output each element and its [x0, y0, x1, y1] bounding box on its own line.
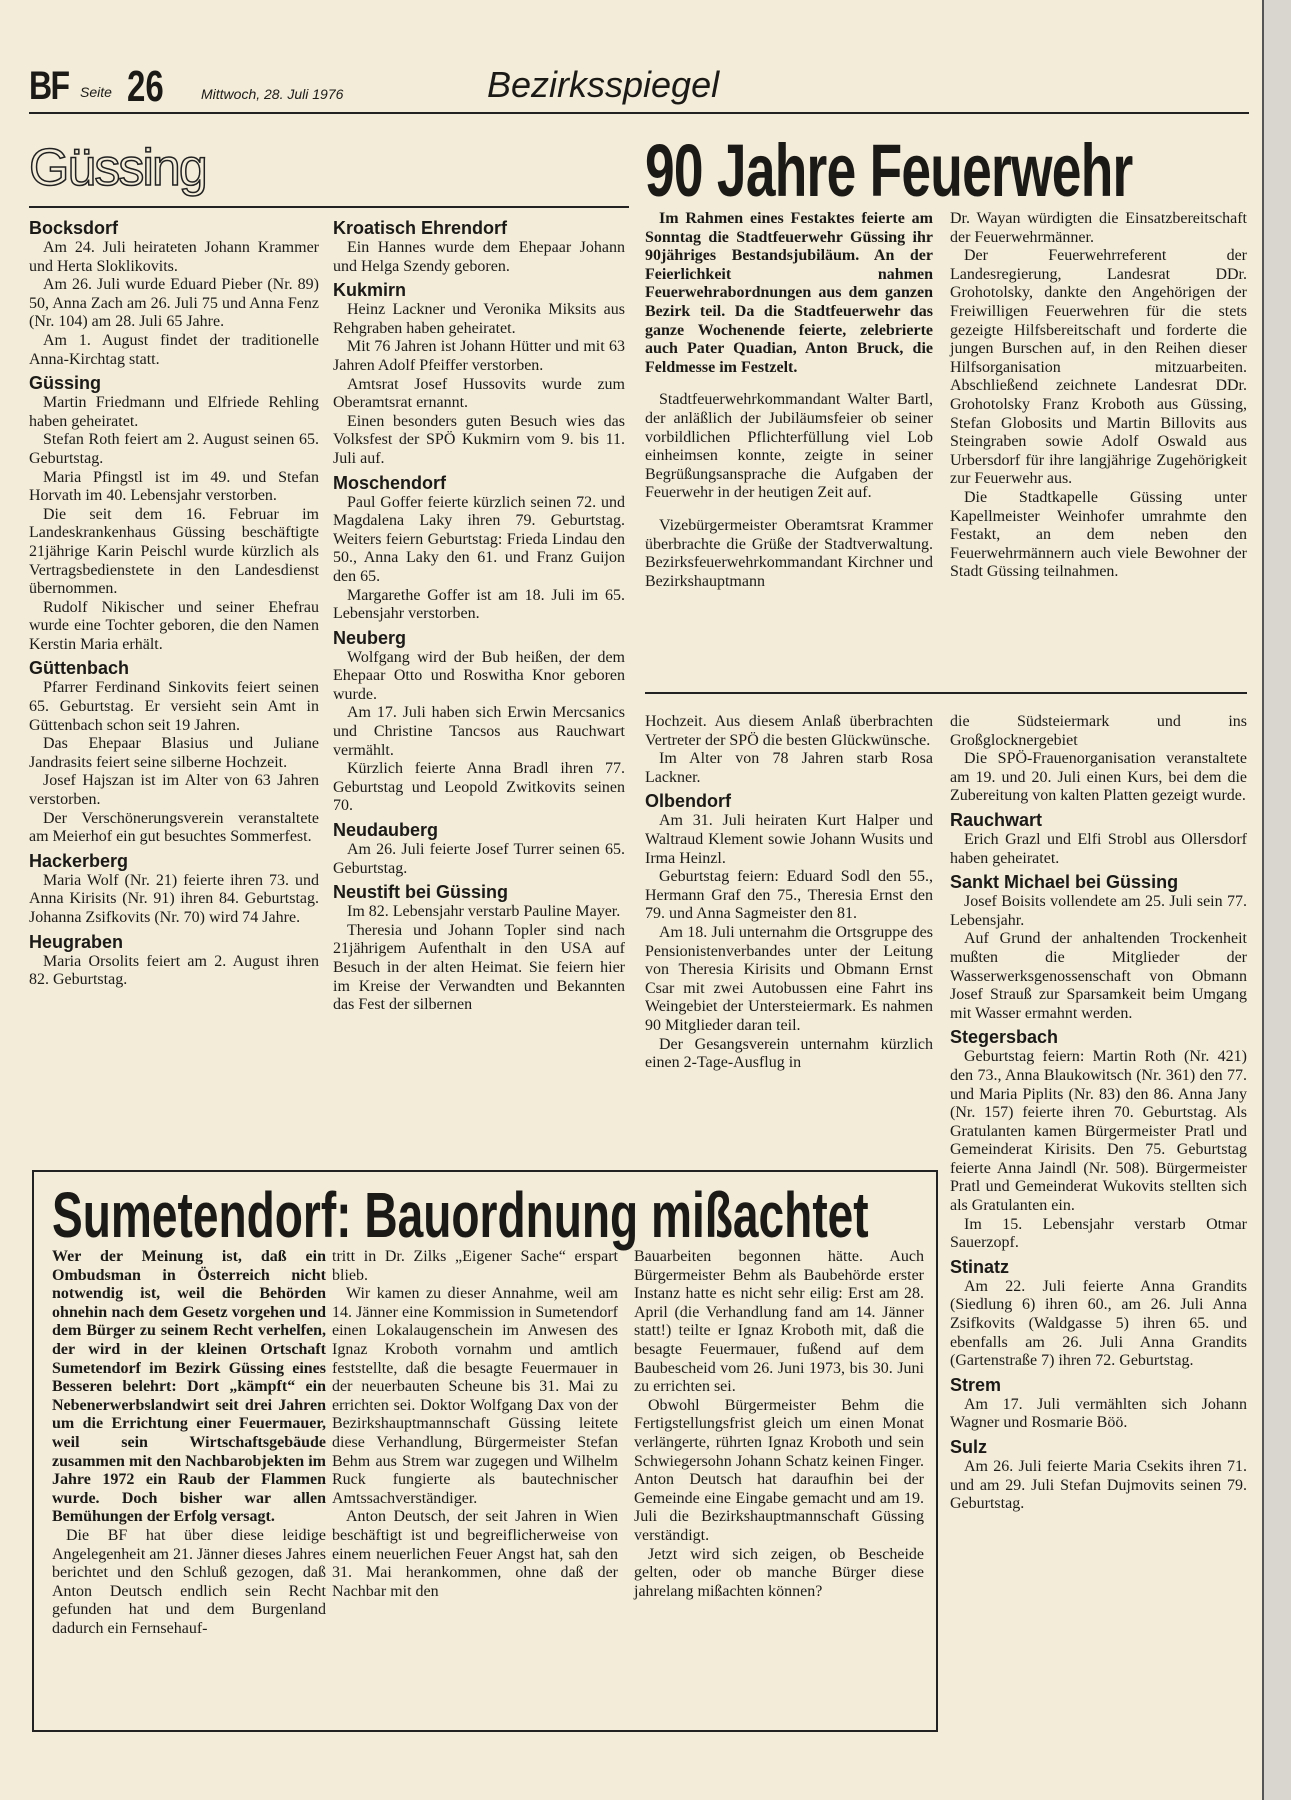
news-paragraph: Josef Hajszan ist im Alter von 63 Jahren verstorben.: [29, 772, 319, 809]
page-label: Seite: [80, 84, 112, 100]
news-paragraph: Maria Wolf (Nr. 21) feierte ihren 73. und Anna Kirisits (Nr. 91) ihren 84. Geburtstag. Johanna Zsifkovits (Nr. 70) wird 74 Jahre.: [29, 871, 319, 926]
section-title: Bezirksspiegel: [487, 64, 720, 105]
article-paragraph: Jetzt wird sich zeigen, ob Bescheide gelten, oder ob manche Bürger diese jahrelang mißachten können?: [634, 1545, 924, 1600]
news-paragraph: Die SPÖ-Frauenorganisation veranstaltete am 19. und 20. Juli einen Kurs, bei dem die Zubereitung von kalten Platten gezeigt wurde.: [950, 750, 1247, 805]
news-paragraph: Die seit dem 16. Februar im Landeskrankenhaus Güssing beschäftigte 21jährige Karin Peischl wurde kürzlich als Vertragsbedienstete in den Landesdienst übernommen.: [29, 505, 319, 598]
article-paragraph: Die BF hat über diese leidige Angelegenheit am 21. Jänner dieses Jahres berichtet und den Schluß gezogen, daß Anton Deutsch endlich sein Recht gefunden hat und dem Burgenland dadurch ein Fernsehauf-: [52, 1526, 326, 1637]
news-paragraph: Im Alter von 78 Jahren starb Rosa Lackner.: [645, 750, 933, 786]
news-paragraph: Der Gesangsverein unternahm kürzlich einen 2-Tage-Ausflug in: [645, 1035, 933, 1072]
news-paragraph: Maria Orsolits feiert am 2. August ihren 82. Geburtstag.: [29, 952, 319, 989]
article-paragraph: tritt in Dr. Zilks „Eigener Sache“ erspart blieb.: [332, 1248, 618, 1284]
news-paragraph: Der Verschönerungsverein veranstaltete am Meierhof ein gut besuchtes Sommerfest.: [29, 809, 319, 846]
news-paragraph: Heinz Lackner und Veronika Miksits aus Rehgraben haben geheiratet.: [333, 301, 625, 337]
village-heading: Hackerberg: [29, 850, 129, 871]
village-heading: Kroatisch Ehrendorf: [333, 218, 508, 238]
news-paragraph: Auf Grund der anhaltenden Trockenheit mußten die Mitglieder der Wasserwerksgenossenschaft von Obmann Josef Strauß zur Sparsamkeit beim Umgang mit Wasser ermahnt werden.: [950, 930, 1247, 1022]
village-heading: Güttenbach: [29, 658, 130, 679]
column-3-lower: [645, 713, 933, 1073]
article-paragraph: Stadtfeuerwehrkommandant Walter Bartl, der anläßlich der Jubiläumsfeier ob seiner vorbildlichen Pflichterfüllung viel Lob einheimsen konnte, zeigte in seiner Begrüßungsansprache die Aufgaben der Feuerwehr in der heutigen Zeit auf.: [645, 391, 933, 502]
news-paragraph: Am 22. Juli feierte Anna Grandits (Siedlung 6) ihren 60., am 26. Juli Anna Zsifkovits (Waldgasse 5) ihren 65. und ebenfalls am 26. Juli Anna Grandits (Gartenstraße 7) ihren 72. Geburtstag.: [950, 1277, 1247, 1370]
news-paragraph: Am 17. Juli vermählten sich Johann Wagner und Rosmarie Böö.: [950, 1395, 1247, 1432]
news-paragraph: Am 26. Juli wurde Eduard Pieber (Nr. 89) 50, Anna Zach am 26. Juli 75 und Anna Fenz (Nr. 104) am 28. Juli 65 Jahre.: [29, 276, 319, 331]
news-paragraph: Theresia und Johann Topler sind nach 21jährigem Aufenthalt in den USA auf Besuch in der alten Heimat. Sie feiern hier im Kreise der Verwandten und Bekannten das Fest der silbernen: [333, 921, 625, 1014]
village-heading: Stinatz: [950, 1256, 1010, 1277]
news-paragraph: Ein Hannes wurde dem Ehepaar Johann und Helga Szendy geboren.: [333, 239, 625, 275]
divider: [29, 206, 629, 208]
article-paragraph: Wir kamen zu dieser Annahme, weil am 14. Jänner eine Kommission in Sumetendorf einen Lokalaugenschein im Anwesen des Ignaz Kroboth vornahm und amtlich feststellte, daß die besagte Feuermauer in der neuerbauten Scheune bis 31. Mai zu errichten sei. Doktor Wolfgang Dax von der Bezirkshauptmannschaft Güssing leitete diese Verhandlung, Bürgermeister Stefan Behm aus Strem war zugegen und Wilhelm Ruck fungierte als bautechnischer Amtssachverständiger.: [332, 1285, 618, 1507]
paper-logo: BF: [29, 64, 69, 108]
village-heading: Sankt Michael bei Güssing: [950, 872, 1179, 893]
news-paragraph: Hochzeit. Aus diesem Anlaß überbrachten Vertreter der SPÖ die besten Glückwünsche.: [645, 713, 933, 749]
village-heading: Olbendorf: [645, 791, 731, 812]
article-paragraph: Vizebürgermeister Oberamtsrat Krammer überbrachte die Grüße der Stadtverwaltung. Bezirksfeuerwehrkommandant Kirchner und Bezirkshauptmann: [645, 516, 933, 590]
page-number: 26: [127, 62, 164, 111]
news-paragraph: Das Ehepaar Blasius und Juliane Jandrasits feiert seine silberne Hochzeit.: [29, 735, 319, 771]
column-4-lower: [950, 713, 1247, 1514]
news-paragraph: Am 1. August findet der traditionelle Anna-Kirchtag statt.: [29, 331, 319, 368]
village-heading: Strem: [950, 1374, 1002, 1395]
box-column-1: [52, 1248, 326, 1638]
article-paragraph: Obwohl Bürgermeister Behm die Fertigstellungsfrist gleich um einen Monat verlängerte, rührten Ignaz Kroboth und sein Schwiegersohn Johann Schatz keinen Finger. Anton Deutsch hat daraufhin bei der Gemeinde eine Eingabe gemacht und am 19. Juli die Bezirkshauptmannschaft Güssing verständigt.: [634, 1396, 924, 1544]
news-paragraph: Margarethe Goffer ist am 18. Juli im 65. Lebensjahr verstorben.: [333, 586, 625, 623]
news-paragraph: Am 26. Juli feierte Maria Csekits ihren 71. und am 29. Juli Stefan Dujmovits seinen 79. Geburtstag.: [950, 1458, 1247, 1513]
box-column-3: [634, 1248, 924, 1601]
news-paragraph: Kürzlich feierte Anna Bradl ihren 77. Geburtstag und Leopold Zwitkovits seinen 70.: [333, 760, 625, 815]
village-heading: Heugraben: [29, 931, 124, 952]
village-heading: Moschendorf: [333, 472, 447, 493]
news-paragraph: Am 31. Juli heiraten Kurt Halper und Waltraud Klement sowie Johann Wusits und Irma Heinzl.: [645, 812, 933, 867]
page-header: [29, 64, 1249, 114]
village-heading: Rauchwart: [950, 809, 1043, 830]
article-paragraph: Dr. Wayan würdigten die Einsatzbereitschaft der Feuerwehrmänner.: [950, 210, 1247, 246]
village-heading: Neuberg: [333, 627, 407, 648]
news-paragraph: Am 24. Juli heirateten Johann Krammer und Herta Sloklikovits.: [29, 239, 319, 275]
news-paragraph: Geburtstag feiern: Martin Roth (Nr. 421) den 73., Anna Blaukowitsch (Nr. 361) den 77. und Maria Piplits (Nr. 83) den 86. Anna Jany (Nr. 157) feierte ihren 70. Geburtstag. Als Gratulanten kamen Bürgermeister Pratl und Gemeinderat Kirisits. Den 75. Geburtstag feierte Anna Jaindl (Nr. 508). Bürgermeister Pratl und Gemeinderat Wukovits stellten sich als Gratulanten ein.: [950, 1048, 1247, 1215]
article-paragraph: Wer der Meinung ist, daß ein Ombudsman in Österreich nicht notwendig ist, weil die Behörden ohnehin nach dem Gesetz vorgehen und dem Bürger zu seinem Recht verhelfen, der wird in der kleinen Ortschaft Sumetendorf im Bezirk Güssing eines Besseren belehrt: Dort „kämpft“ ein Nebenerwerbslandwirt seit drei Jahren um die Errichtung einer Feuermauer, weil sein Wirtschaftsgebäude zusammen mit den Nachbarobjekten im Jahre 1972 ein Raub der Flammen wurde. Doch bisher war allen Bemühungen der Erfolg versagt.: [52, 1248, 326, 1526]
news-paragraph: Pfarrer Ferdinand Sinkovits feiert seinen 65. Geburtstag. Er versieht sein Amt in Güttenbach schon seit 19 Jahren.: [29, 679, 319, 734]
feuerwehr-column-2: [950, 210, 1247, 582]
village-heading: Neudauberg: [333, 820, 439, 841]
news-paragraph: Am 26. Juli feierte Josef Turrer seinen 65. Geburtstag.: [333, 841, 625, 877]
column-1: [29, 214, 319, 990]
news-paragraph: Amtsrat Josef Hussovits wurde zum Oberamtsrat ernannt.: [333, 375, 625, 412]
issue-date: Mittwoch, 28. Juli 1976: [201, 86, 344, 102]
village-heading: Stegersbach: [950, 1027, 1059, 1048]
headline-feuerwehr: 90 Jahre Feuerwehr: [645, 129, 1133, 212]
column-2: [333, 214, 625, 1015]
news-paragraph: die Südsteiermark und ins Großglocknergebiet: [950, 713, 1247, 749]
news-paragraph: Einen besonders guten Besuch wies das Volksfest der SPÖ Kukmirn vom 9. bis 11. Juli auf.: [333, 412, 625, 467]
village-heading: Kukmirn: [333, 280, 407, 301]
news-paragraph: Wolfgang wird der Bub heißen, der dem Ehepaar Otto und Roswitha Knor geboren wurde.: [333, 648, 625, 703]
news-paragraph: Am 17. Juli haben sich Erwin Mercsanics und Christine Tancsos aus Rauchwart vermählt.: [333, 704, 625, 759]
article-paragraph: Der Feuerwehrreferent der Landesregierung, Landesrat DDr. Grohotolsky, dankte den Angehörigen der Freiwilligen Feuerwehren für die stets gezeigte Hilfsbereitschaft und forderte die jungen Burschen auf, in den Reihen dieser Hilfsorganisation mitzuarbeiten. Abschließend zeichnete Landesrat DDr. Grohotolsky Franz Kroboth aus Güssing, Stefan Globosits und Martin Billovits aus Steingraben sowie Adolf Oswald aus Urbersdorf für ihre langjährige Zugehörigkeit zur Feuerwehr aus.: [950, 247, 1247, 488]
village-heading: Bocksdorf: [29, 218, 119, 238]
news-paragraph: Rudolf Nikischer und seiner Ehefrau wurde eine Tochter geboren, die den Namen Kerstin Maria erhält.: [29, 598, 319, 653]
divider: [645, 692, 1247, 694]
village-heading: Sulz: [950, 1437, 988, 1457]
news-paragraph: Mit 76 Jahren ist Johann Hütter und mit 63 Jahren Adolf Pfeiffer verstorben.: [333, 338, 625, 374]
village-heading: Neustift bei Güssing: [333, 882, 509, 903]
article-paragraph: Bauarbeiten begonnen hätte. Auch Bürgermeister Behm als Baubehörde erster Instanz hatte es nicht sehr eilig: Erst am 28. April (die Verhandlung fand am 14. Jänner statt!) teilte er Ignaz Kroboth mit, daß die besagte Feuermauer, fußend auf dem Baubescheid vom 26. Juni 1973, bis 30. Juni zu errichten sei.: [634, 1248, 924, 1396]
news-paragraph: Josef Boisits vollendete am 25. Juli sein 77. Lebensjahr.: [950, 893, 1247, 929]
sumetendorf-article-box: [32, 1170, 938, 1732]
news-paragraph: Erich Grazl und Elfi Strobl aus Ollersdorf haben geheiratet.: [950, 830, 1247, 867]
page-edge: [1262, 0, 1291, 1800]
news-paragraph: Paul Goffer feierte kürzlich seinen 72. und Magdalena Laky ihren 79. Geburtstag. Weiters feiern Geburtstag: Frieda Lindau den 50., Anna Laky den 61. und Franz Guijon den 65.: [333, 493, 625, 585]
sumetendorf-headline: Sumetendorf: Bauordnung mißachtet: [52, 1179, 869, 1251]
news-paragraph: Im 82. Lebensjahr verstarb Pauline Mayer.: [347, 903, 621, 921]
news-paragraph: Im 15. Lebensjahr verstarb Otmar Sauerzopf.: [950, 1215, 1247, 1252]
article-paragraph: Im Rahmen eines Festaktes feierte am Sonntag die Stadtfeuerwehr Güssing ihr 90jähriges Bestandsjubiläum. An der Feierlichkeit nahmen Feuerwehrabordnungen aus dem ganzen Bezirk teil. Da die Stadtfeuerwehr das ganze Wochenende feierte, zelebrierte auch Pater Quadian, Anton Bruck, die Feldmesse im Festzelt.: [645, 210, 933, 376]
article-paragraph: Anton Deutsch, der seit Jahren in Wien beschäftigt ist und begreiflicherweise von einem neuerlichen Feuer Angst hat, sah den 31. Mai herankommen, ohne daß der Nachbar mit den: [332, 1508, 618, 1600]
news-paragraph: Maria Pfingstl ist im 49. und Stefan Horvath im 40. Lebensjahr verstorben.: [29, 468, 319, 505]
box-column-2: [332, 1248, 618, 1601]
village-heading: Güssing: [29, 373, 102, 394]
news-paragraph: Stefan Roth feiert am 2. August seinen 65. Geburtstag.: [29, 431, 319, 467]
news-paragraph: Martin Friedmann und Elfriede Rehling haben geheiratet.: [29, 394, 319, 430]
feuerwehr-column-1: [645, 210, 933, 591]
news-paragraph: Am 18. Juli unternahm die Ortsgruppe des Pensionistenverbandes unter der Leitung von Theresia Kirisits und Obmann Ernst Csar mit zwei Autobussen eine Fahrt ins Weingebiet der Untersteiermark. Es nahmen 90 Mitglieder daran teil.: [645, 923, 933, 1034]
news-paragraph: Geburtstag feiern: Eduard Sodl den 55., Hermann Graf den 75., Theresia Ernst den 79. und Anna Sagmeister den 81.: [645, 868, 933, 923]
article-paragraph: Die Stadtkapelle Güssing unter Kapellmeister Weinhofer umrahmte den Festakt, an dem neben den Feuerwehrmännern auch viele Bewohner der Stadt Güssing teilnahmen.: [950, 488, 1247, 581]
district-logo: Güssing: [29, 139, 206, 197]
